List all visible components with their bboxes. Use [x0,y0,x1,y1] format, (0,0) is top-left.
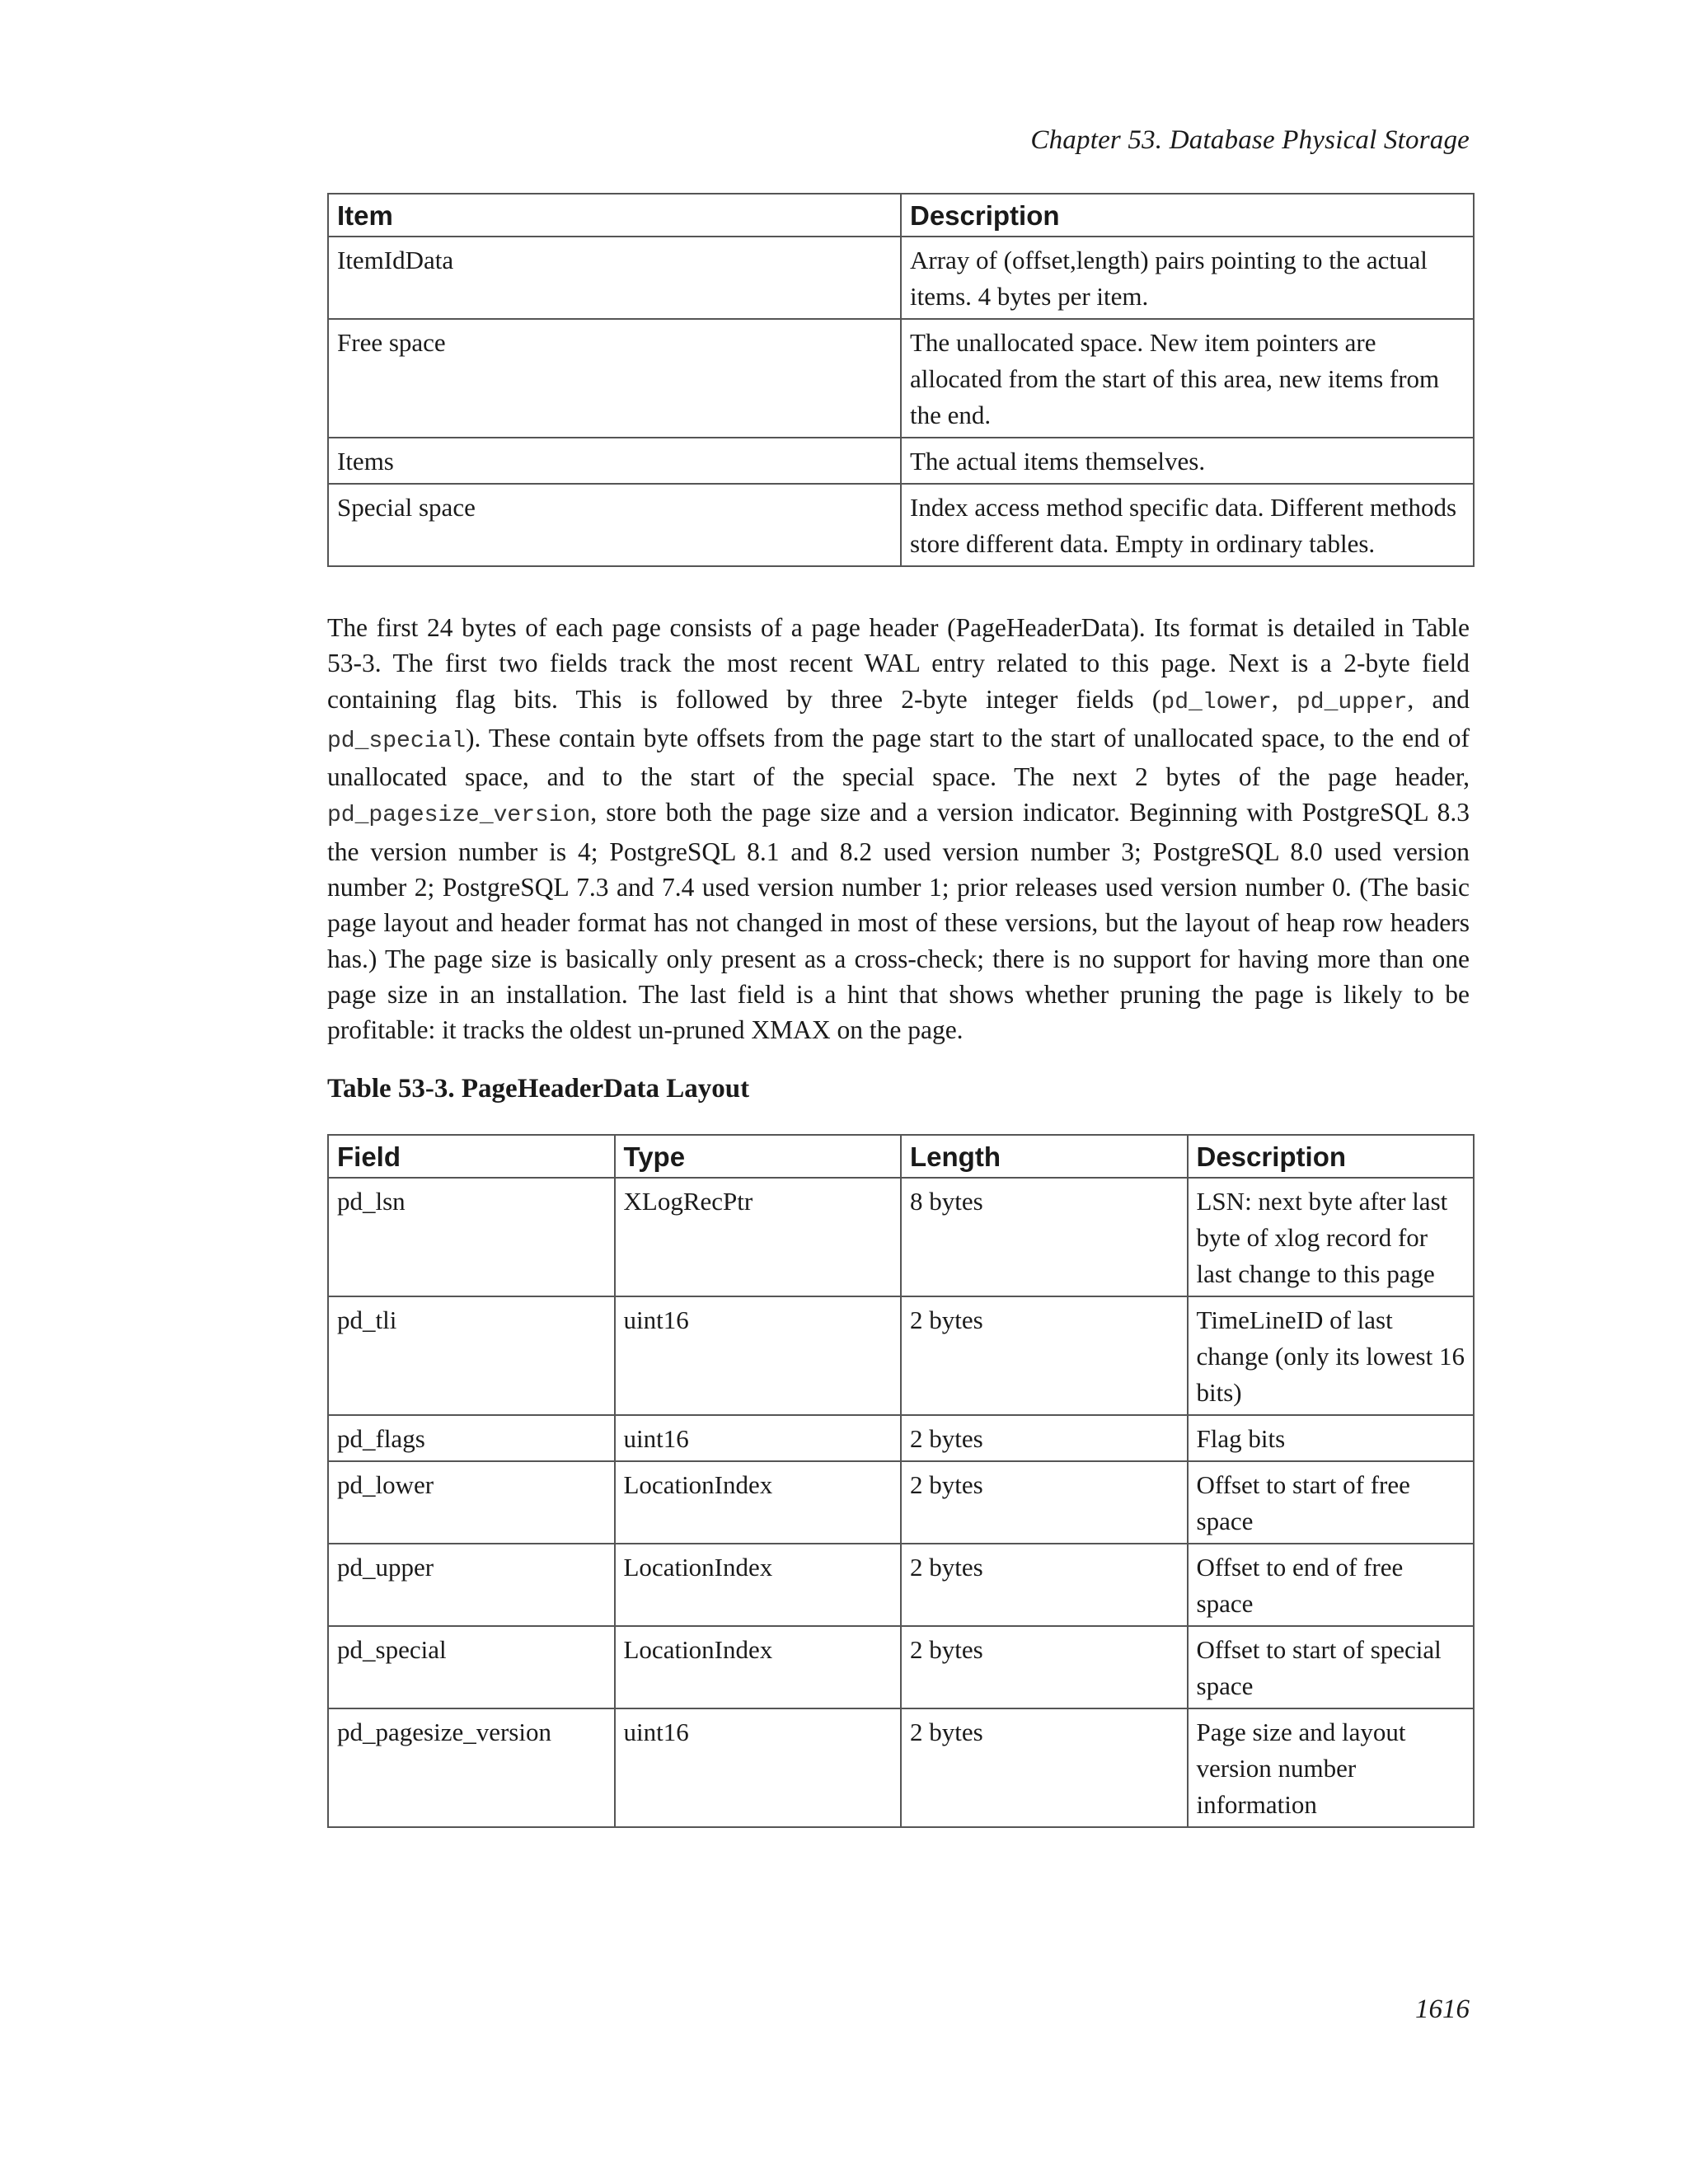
code-pd-upper: pd_upper [1296,689,1408,715]
type-cell: LocationIndex [615,1544,902,1626]
type-cell: LocationIndex [615,1626,902,1708]
chapter-header: Chapter 53. Database Physical Storage [1030,125,1470,155]
field-cell: pd_upper [328,1544,615,1626]
description-cell: TimeLineID of last change (only its lowest 16 bits) [1188,1296,1475,1415]
description-cell: Array of (offset,length) pairs pointing to the actual items. 4 bytes per item. [901,237,1474,319]
body-paragraph [327,610,1470,1048]
type-cell: XLogRecPtr [615,1178,902,1296]
item-cell: ItemIdData [328,237,901,319]
column-header-description: Description [901,194,1474,237]
description-cell: The unallocated space. New item pointers are allocated from the start of this area, new items from the end. [901,319,1474,438]
field-cell: pd_lsn [328,1178,615,1296]
paragraph-separator: , and [1407,684,1470,714]
item-cell: Items [328,438,901,484]
field-cell: pd_tli [328,1296,615,1415]
item-cell: Special space [328,484,901,566]
field-cell: pd_pagesize_version [328,1708,615,1827]
length-cell: 2 bytes [901,1626,1188,1708]
page-number: 1616 [1415,1994,1470,2024]
type-cell: uint16 [615,1415,902,1461]
description-cell: Offset to start of free space [1188,1461,1475,1544]
description-cell: Index access method specific data. Different methods store different data. Empty in ordinary tables. [901,484,1474,566]
paragraph-text: ). These contain byte offsets from the page start to the start of unallocated space, to the end of unallocated space, and to the start of the special space. The next 2 bytes of the page header, [327,723,1470,792]
length-cell: 8 bytes [901,1178,1188,1296]
type-cell: LocationIndex [615,1461,902,1544]
length-cell: 2 bytes [901,1544,1188,1626]
column-header-item: Item [328,194,901,237]
table-row [328,1461,1474,1544]
table-row [328,1708,1474,1827]
type-cell: uint16 [615,1296,902,1415]
field-cell: pd_special [328,1626,615,1708]
table-row [328,1296,1474,1415]
length-cell: 2 bytes [901,1296,1188,1415]
description-cell: LSN: next byte after last byte of xlog record for last change to this page [1188,1178,1475,1296]
code-pd-special: pd_special [327,728,467,754]
table-row [328,1178,1474,1296]
page-layout-table [327,193,1475,567]
table-header-row [328,194,1474,237]
length-cell: 2 bytes [901,1708,1188,1827]
pageheaderdata-table [327,1134,1475,1828]
field-cell: pd_lower [328,1461,615,1544]
column-header-length: Length [901,1135,1188,1178]
code-pd-pagesize-version: pd_pagesize_version [327,803,591,829]
table-row [328,438,1474,484]
paragraph-separator: , [1271,684,1296,714]
description-cell: Offset to start of special space [1188,1626,1475,1708]
field-cell: pd_flags [328,1415,615,1461]
table-caption: Table 53-3. PageHeaderData Layout [327,1074,750,1104]
description-cell: The actual items themselves. [901,438,1474,484]
table-row [328,1415,1474,1461]
table-row [328,1626,1474,1708]
column-header-field: Field [328,1135,615,1178]
description-cell: Page size and layout version number information [1188,1708,1475,1827]
description-cell: Flag bits [1188,1415,1475,1461]
table-row [328,319,1474,438]
length-cell: 2 bytes [901,1461,1188,1544]
length-cell: 2 bytes [901,1415,1188,1461]
table-row [328,484,1474,566]
paragraph-text: The first 24 bytes of each page consists of a page header (PageHeaderData). Its format is detailed in Table 53-3. The first two fields track the most recent WAL entry related to this page. Next is a 2-byte field containing flag bits. This is followed by three 2-byte integer fields ( [327,613,1470,714]
table-row [328,1544,1474,1626]
table-row [328,237,1474,319]
table-header-row [328,1135,1474,1178]
description-cell: Offset to end of free space [1188,1544,1475,1626]
column-header-type: Type [615,1135,902,1178]
paragraph-text: , store both the page size and a version indicator. Beginning with PostgreSQL 8.3 the version number is 4; PostgreSQL 8.1 and 8.2 used version number 3; PostgreSQL 8.0 used version number 2; PostgreSQL 7.3 and 7.4 used version number 1; prior releases used version number 0. (The basic page layout and header format has not changed in most of these versions, but the layout of heap row headers has.) The page size is basically only present as a cross-check; there is no support for having more than one page size in an installation. The last field is a hint that shows whether pruning the page is likely to be profitable: it tracks the oldest un-pruned XMAX on the page. [327,798,1470,1045]
type-cell: uint16 [615,1708,902,1827]
code-pd-lower: pd_lower [1160,689,1272,715]
item-cell: Free space [328,319,901,438]
column-header-description: Description [1188,1135,1475,1178]
